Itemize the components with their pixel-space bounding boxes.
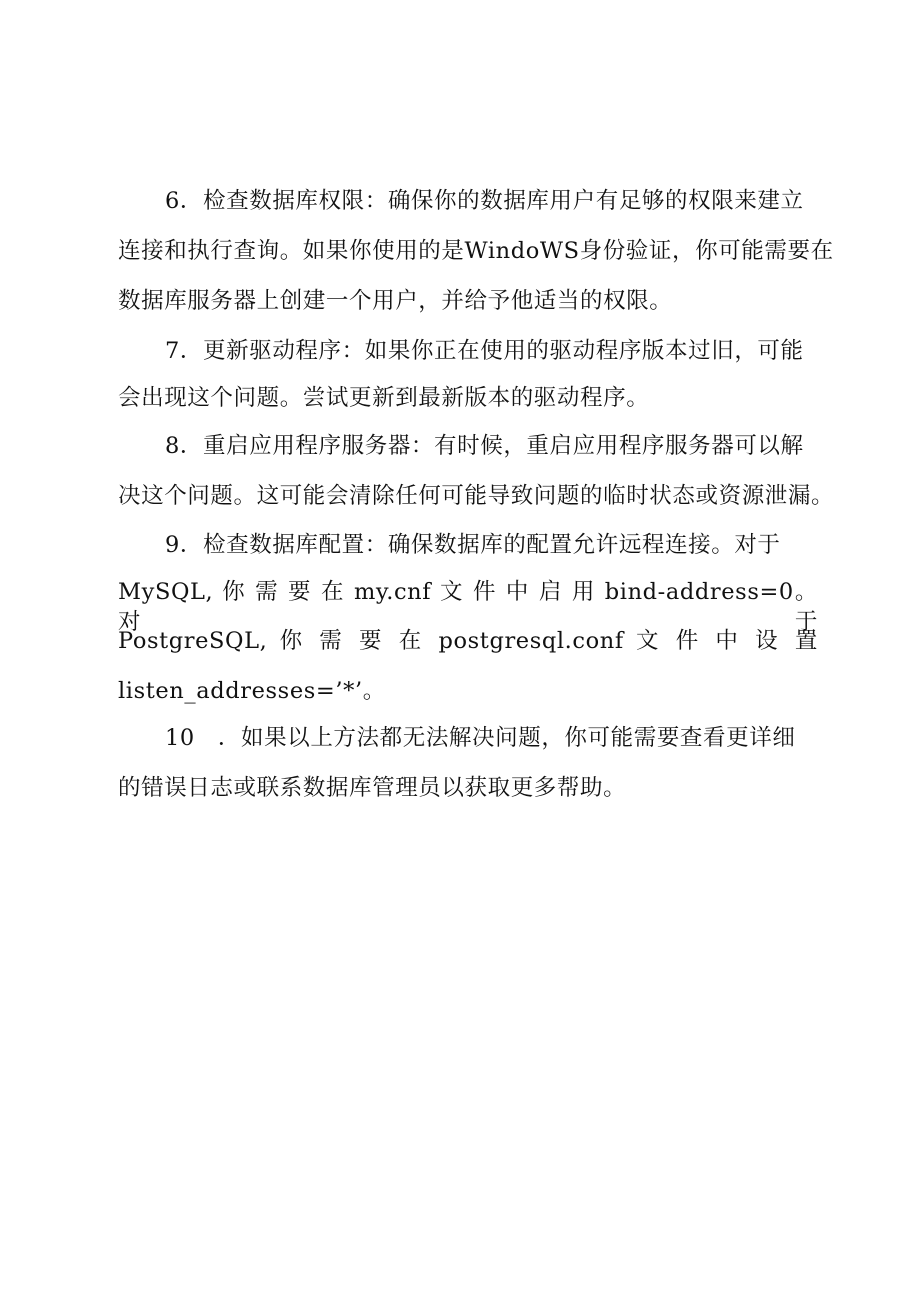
paragraph-7-line-1: 7．更新驱动程序：如果你正在使用的驱动程序版本过旧，可能 [165, 338, 804, 364]
paragraph-9-line-4: listen_addresses=’*’。 [118, 678, 386, 704]
paragraph-8-line-1: 8．重启应用程序服务器：有时候，重启应用程序服务器可以解 [165, 433, 804, 459]
paragraph-9-line-3: PostgreSQL, 你 需 要 在 postgresql.conf 文 件 中 设 置 [118, 628, 818, 654]
paragraph-7-line-2: 会出现这个问题。尝试更新到最新版本的驱动程序。 [118, 385, 650, 411]
paragraph-6-line-3: 数据库服务器上创建一个用户，并给予他适当的权限。 [118, 288, 673, 314]
paragraph-9-line-1: 9．检查数据库配置：确保数据库的配置允许远程连接。对于 [165, 532, 781, 558]
paragraph-6-line-2: 连接和执行查询。如果你使用的是WindoWS身份验证，你可能需要在 [118, 238, 834, 264]
paragraph-10-line-1: 10 ．如果以上方法都无法解决问题，你可能需要查看更详细 [165, 725, 796, 751]
paragraph-6-line-1: 6．检查数据库权限：确保你的数据库用户有足够的权限来建立 [165, 188, 804, 214]
paragraph-9-line-2: MySQL, 你 需 要 在 my.cnf 文 件 中 启 用 bind-address=0。对 于 [118, 579, 818, 635]
paragraph-8-line-2: 决这个问题。这可能会清除任何可能导致问题的临时状态或资源泄漏。 [118, 483, 835, 509]
paragraph-10-line-2: 的错误日志或联系数据库管理员以获取更多帮助。 [118, 775, 627, 801]
